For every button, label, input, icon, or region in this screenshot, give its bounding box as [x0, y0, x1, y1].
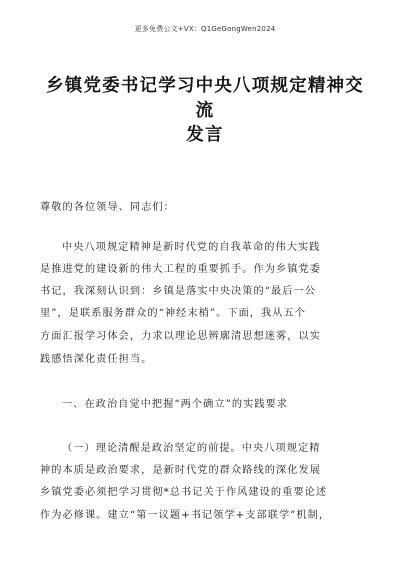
section-1-heading: 一、在政治自觉中把握“两个确立”的实践要求	[62, 399, 289, 410]
paragraph-1-line: 方面汇报学习体会，力求以理论思辨廓清思想迷雾，以实	[40, 331, 321, 342]
document-title-line-2: 发言	[186, 125, 224, 145]
paragraph-2-line: 乡镇党委必须把学习贯彻*总书记关于作风建设的重要论述	[40, 487, 328, 498]
header-note: 更多免费公文+VX：Q1GeGongWen2024	[134, 25, 276, 33]
paragraph-1-line: 中央八项规定精神是新时代党的自我革命的伟大实践	[62, 242, 321, 253]
paragraph-2-line: （一）理论清醒是政治坚定的前提。中央八项规定精	[62, 443, 321, 454]
paragraph-2-line: 神的本质是政治要求，是新时代党的群众路线的深化发展	[40, 465, 321, 476]
paragraph-1-line: 是推进党的建设新的伟大工程的重要抓手。作为乡镇党委	[40, 264, 321, 275]
paragraph-1-line: 里”，是联系服务群众的“神经末梢”。下面，我从五个	[40, 308, 306, 319]
paragraph-2-line: 作为必修课。建立“第一议题+书记领学+支部联学”机制，	[40, 510, 331, 521]
paragraph-1-line: 书记，我深刻认识到：乡镇是落实中央决策的“最后一公	[40, 286, 316, 297]
salutation: 尊敬的各位领导、同志们：	[40, 202, 175, 213]
paragraph-1-line: 践感悟深化责任担当。	[40, 354, 153, 365]
document-title-line-1: 乡镇党委书记学习中央八项规定精神交流	[46, 76, 364, 121]
